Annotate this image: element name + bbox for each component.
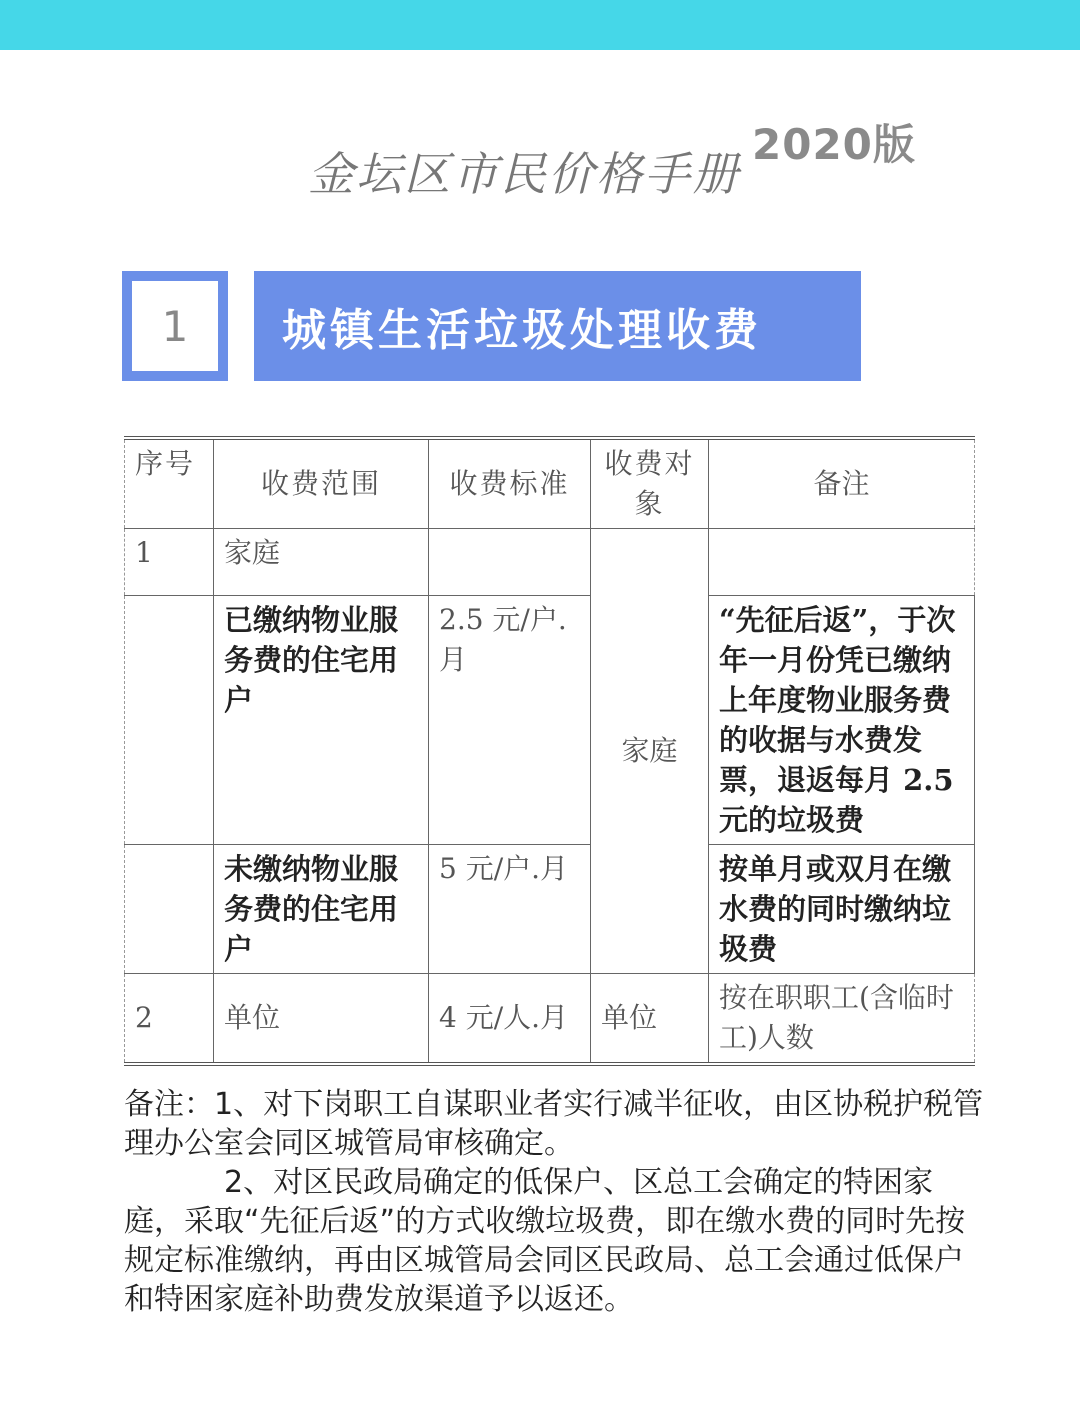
row1-target: 家庭 (591, 529, 709, 974)
section-title: 城镇生活垃圾处理收费 (282, 305, 762, 356)
section-number: 1 (132, 281, 218, 371)
table-row (125, 529, 975, 596)
row2-index (125, 596, 214, 845)
row1-remark (709, 529, 975, 596)
row3-scope: 未缴纳物业服务费的住宅用户 (214, 845, 429, 974)
top-accent-bar (0, 0, 1080, 50)
table-row (125, 845, 975, 974)
row1-scope: 家庭 (214, 529, 429, 596)
row2-remark: “先征后返”，于次年一月份凭已缴纳上年度物业服务费的收据与水费发票，退返每月 2.5 元的垃圾费 (709, 596, 975, 845)
row2-scope: 已缴纳物业服务费的住宅用户 (214, 596, 429, 845)
row4-standard: 4 元/人.月 (429, 974, 591, 1065)
row3-index (125, 845, 214, 974)
header-remark: 备注 (709, 438, 975, 529)
row3-remark: 按单月或双月在缴水费的同时缴纳垃圾费 (709, 845, 975, 974)
row1-index: 1 (125, 529, 214, 596)
row1-standard (429, 529, 591, 596)
header-scope: 收费范围 (214, 438, 429, 529)
header-target: 收费对象 (591, 438, 709, 529)
row4-remark: 按在职职工(含临时工)人数 (709, 974, 975, 1065)
row4-target: 单位 (591, 974, 709, 1065)
header-index: 序号 (125, 438, 214, 529)
edition-label: 2020版 (752, 120, 916, 169)
row4-index: 2 (125, 974, 214, 1065)
table-header-row (125, 438, 975, 529)
note-2: 2、对区民政局确定的低保户、区总工会确定的特困家庭，采取“先征后返”的方式收缴垃圾费，即在缴水费的同时先按规定标准缴纳，再由区城管局会同区民政局、总工会通过低保户和特困家庭补助费发放渠道予以返还。 (124, 1165, 966, 1317)
page-title: 金坛区市民价格手册 (308, 147, 740, 201)
row2-standard: 2.5 元/户.月 (429, 596, 591, 845)
section-banner (254, 271, 861, 381)
row4-scope: 单位 (214, 974, 429, 1065)
table-row (125, 596, 975, 845)
header-standard: 收费标准 (429, 438, 591, 529)
notes-section (124, 1085, 990, 1319)
table-row (125, 974, 975, 1065)
section-number-box (122, 271, 228, 381)
note-1: 备注：1、对下岗职工自谋职业者实行减半征收，由区协税护税管理办公室会同区城管局审核确定。 (124, 1087, 984, 1161)
fee-table (124, 436, 975, 1066)
row3-standard: 5 元/户.月 (429, 845, 591, 974)
